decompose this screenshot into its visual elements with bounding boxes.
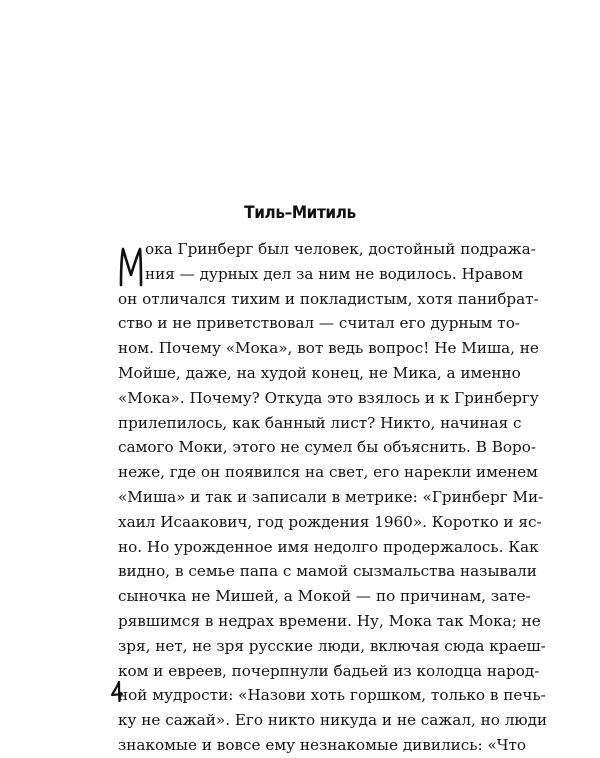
paragraph-line: ном. Почему «Мока», вот ведь вопрос! Не Миша, не — [118, 339, 539, 358]
paragraph-line: ком и евреев, почерпнули бадьей из колодца народ- — [118, 661, 540, 680]
paragraph-line: прилепилось, как банный лист? Никто, начиная с — [118, 413, 522, 432]
paragraph-line: рявшимся в недрах времени. Ну, Мока так Мока; не — [118, 611, 541, 630]
paragraph-line: зря, нет, не зря русские люди, включая сюда краеш- — [118, 636, 546, 655]
page-number-text: 4 — [110, 680, 111, 681]
dropcap-letter-text: М — [117, 245, 119, 246]
paragraph-line: знакомые и вовсе ему незнакомые дивились: «Что — [118, 735, 527, 754]
paragraph-line: Мойше, даже, на худой конец, не Мика, а именно — [118, 363, 521, 382]
paragraph-line: но. Но урожденное имя недолго продержалось. Как — [118, 537, 539, 556]
paragraph-line: неже, где он появился на свет, его нарекли именем — [118, 463, 538, 482]
paragraph-line: сыночка не Мишей, а Мокой — по причинам, зате- — [118, 587, 531, 606]
paragraph — [117, 237, 548, 758]
paragraph-line: ния — дурных дел за ним не водилось. Нравом — [145, 264, 524, 283]
paragraph-line: он отличался тихим и покладистым, хотя панибрат- — [118, 289, 539, 308]
paragraph-line: «Мока». Почему? Откуда это взялось и к Гринбергу — [118, 388, 539, 407]
paragraph-line: ство и не приветствовал — считал его дурным то- — [118, 314, 520, 333]
paragraph-line: ока Гринберг был человек, достойный подража- — [145, 240, 536, 258]
paragraph-line: хаил Исаакович, год рождения 1960». Коротко и яс- — [118, 512, 542, 531]
page-number — [110, 680, 124, 702]
paragraph-line: видно, в семье папа с мамой сызмальства называли — [118, 562, 537, 581]
dropcap-letter — [117, 245, 144, 289]
paragraph-line: самого Моки, этого не сумел бы объяснить. В Воро- — [118, 438, 537, 457]
chapter-title: Тиль–Митиль — [244, 203, 356, 223]
paragraph-line: ной мудрости: «Назови хоть горшком, только в печь- — [118, 686, 546, 705]
paragraph-line: «Миша» и так и записали в метрике: «Гринберг Ми- — [118, 487, 544, 506]
paragraph-line: ку не сажай». Его никто никуда и не сажал, но люди — [118, 711, 548, 730]
